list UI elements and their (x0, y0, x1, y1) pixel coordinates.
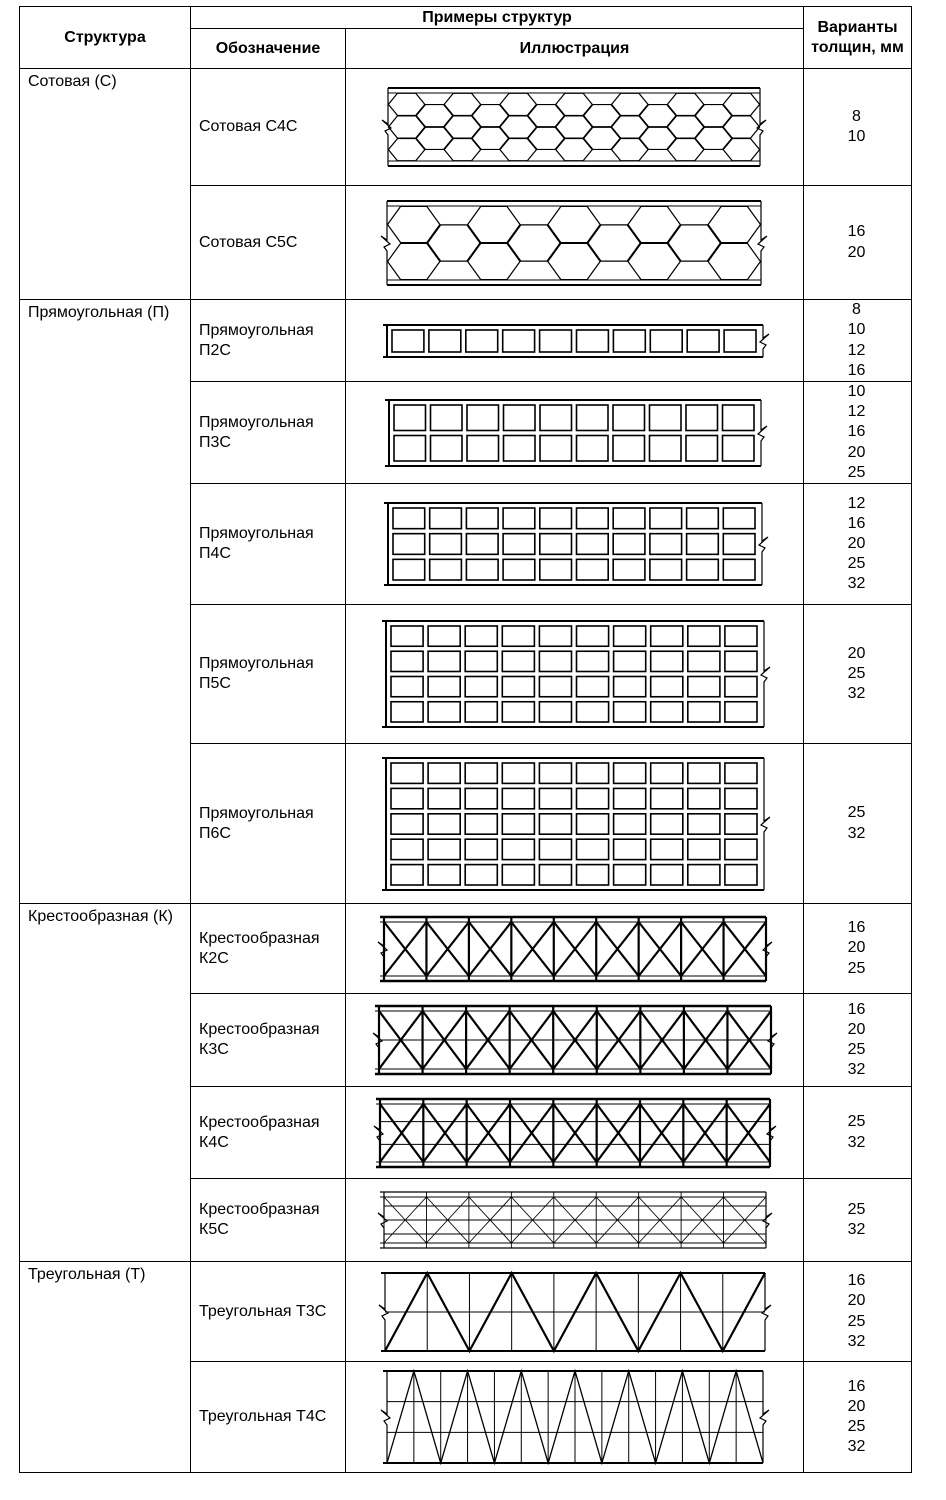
illustration-cell (346, 1362, 804, 1473)
structure-cell (686, 534, 718, 555)
structure-cell (576, 559, 608, 580)
structure-cell (392, 330, 424, 352)
structure-illustration (377, 1269, 773, 1355)
group-cross: Крестообразная (К) (20, 904, 191, 1262)
structure-cell (613, 626, 645, 646)
structure-cell (650, 813, 682, 833)
structure-line (374, 1099, 383, 1167)
structure-cell (650, 839, 682, 859)
structure-cell (540, 435, 572, 461)
designation-cell: Треугольная Т3С (191, 1262, 346, 1362)
header-designation: Обозначение (191, 29, 346, 69)
structure-line (379, 1273, 388, 1351)
group-rectangular: Прямоугольная (П) (20, 300, 191, 904)
group-honeycomb: Сотовая (С) (20, 69, 191, 300)
structure-cell (724, 839, 756, 859)
structure-cell (465, 864, 497, 884)
structure-line (378, 917, 387, 981)
structure-line (758, 201, 767, 285)
designation-cell: Сотовая С5С (191, 186, 346, 300)
structure-cell (687, 330, 719, 352)
structure-cell (724, 330, 756, 352)
structure-cell (613, 508, 645, 529)
structure-cell (539, 534, 571, 555)
structure-cell (724, 702, 756, 722)
structure-cell (650, 864, 682, 884)
illustration-cell (346, 1262, 804, 1362)
structure-cell (467, 405, 499, 431)
structure-cell (465, 626, 497, 646)
structure-illustration (381, 396, 769, 470)
structure-cell (503, 405, 535, 431)
structure-cell (650, 330, 682, 352)
designation-cell: Сотовая С4С (191, 69, 346, 186)
structure-cell (687, 677, 719, 697)
structure-cell (502, 788, 534, 808)
structure-cell (465, 839, 497, 859)
structure-cell (465, 813, 497, 833)
structure-cell (576, 534, 608, 555)
structure-line (757, 88, 766, 166)
illustration-cell (346, 69, 804, 186)
structure-cell (502, 677, 534, 697)
thickness-cell: 16 20 25 32 (804, 1262, 912, 1362)
thickness-cell: 10 12 16 20 25 (804, 382, 912, 484)
structure-cell (502, 702, 534, 722)
structure-cell (613, 839, 645, 859)
structure-cell (503, 508, 535, 529)
structure-cell (428, 813, 460, 833)
structure-illustration (378, 617, 772, 731)
structure-cell (576, 788, 608, 808)
structure-illustration (378, 754, 772, 894)
structure-cell (428, 626, 460, 646)
structure-cell (428, 839, 460, 859)
illustration-cell (346, 186, 804, 300)
thickness-cell: 12 16 20 25 32 (804, 484, 912, 605)
illustration-cell (346, 904, 804, 994)
structure-cell (539, 813, 571, 833)
structure-cell (724, 677, 756, 697)
structure-cell (686, 405, 718, 431)
structure-cell (466, 508, 498, 529)
structure-cell (428, 864, 460, 884)
structure-line (758, 400, 767, 466)
structure-cell (650, 702, 682, 722)
header-thickness: Варианты толщин, мм (804, 7, 912, 69)
structure-line (761, 621, 770, 727)
structure-cell (430, 435, 462, 461)
structure-cell (539, 788, 571, 808)
structure-cell (686, 508, 718, 529)
structure-cell (613, 813, 645, 833)
structure-cell (466, 559, 498, 580)
structure-cell (503, 559, 535, 580)
structure-cell (539, 677, 571, 697)
structure-cell (722, 435, 754, 461)
structure-cell (613, 702, 645, 722)
structure-cell (394, 405, 426, 431)
structure-cell (649, 508, 681, 529)
structure-cell (724, 763, 756, 783)
structure-illustration (379, 321, 771, 361)
structure-cell (539, 864, 571, 884)
structure-cell (613, 405, 645, 431)
structure-cell (650, 626, 682, 646)
structure-cell (465, 788, 497, 808)
structure-cell (687, 702, 719, 722)
structure-cell (724, 813, 756, 833)
structure-illustration (379, 197, 771, 289)
structure-cell (724, 626, 756, 646)
thickness-cell: 16 20 25 32 (804, 994, 912, 1087)
structure-cell (576, 330, 608, 352)
header-structure: Структура (20, 7, 191, 69)
structure-cell (391, 626, 423, 646)
designation-cell: Крестообразная К4С (191, 1087, 346, 1179)
structure-cell (650, 651, 682, 671)
structure-cell (576, 508, 608, 529)
structure-line (767, 1099, 776, 1167)
thickness-cell: 16 20 25 32 (804, 1362, 912, 1473)
structure-cell (391, 839, 423, 859)
thickness-cell: 25 32 (804, 1087, 912, 1179)
structure-cell (393, 559, 425, 580)
structure-cell (724, 651, 756, 671)
structure-cell (502, 626, 534, 646)
structure-cell (576, 763, 608, 783)
structure-cell (687, 813, 719, 833)
structure-line (763, 917, 772, 981)
structure-cell (465, 702, 497, 722)
structure-cell (576, 702, 608, 722)
structure-cell (650, 788, 682, 808)
structure-cell (724, 788, 756, 808)
structure-cell (576, 626, 608, 646)
structure-cell (539, 651, 571, 671)
structure-cell (428, 677, 460, 697)
structure-cell (686, 435, 718, 461)
structure-illustration (372, 1095, 778, 1171)
structure-cell (539, 559, 571, 580)
structure-line (382, 88, 391, 166)
structure-cell (391, 788, 423, 808)
structures-table (19, 6, 912, 1473)
structure-cell (391, 763, 423, 783)
structure-cell (649, 405, 681, 431)
structure-line (759, 503, 768, 585)
structure-cell (429, 534, 461, 555)
structure-cell (687, 839, 719, 859)
structure-illustration (380, 84, 770, 170)
structure-cell (428, 763, 460, 783)
illustration-cell (346, 484, 804, 605)
structure-cell (650, 763, 682, 783)
structure-cell (503, 534, 535, 555)
structure-cell (687, 864, 719, 884)
structure-cell (503, 435, 535, 461)
structure-cell (502, 839, 534, 859)
designation-cell: Треугольная Т4С (191, 1362, 346, 1473)
structure-cell (687, 626, 719, 646)
structure-cell (649, 559, 681, 580)
structure-line (762, 1273, 771, 1351)
structure-cell (502, 864, 534, 884)
structure-cell (576, 813, 608, 833)
illustration-cell (346, 1087, 804, 1179)
structure-cell (613, 763, 645, 783)
structure-cell (539, 763, 571, 783)
structure-cell (724, 864, 756, 884)
designation-cell: Крестообразная К2С (191, 904, 346, 994)
structure-line (381, 1371, 390, 1463)
thickness-cell: 16 20 25 (804, 904, 912, 994)
structure-illustration (380, 499, 770, 589)
group-triangular: Треугольная (Т) (20, 1262, 191, 1473)
structure-illustration (376, 913, 774, 985)
structure-cell (428, 702, 460, 722)
illustration-cell (346, 744, 804, 904)
structure-cell (393, 508, 425, 529)
structure-cell (391, 813, 423, 833)
illustration-cell (346, 1179, 804, 1262)
structure-cell (465, 330, 497, 352)
thickness-cell: 8 10 12 16 (804, 300, 912, 382)
structure-cell (613, 788, 645, 808)
structure-cell (576, 435, 608, 461)
structure-cell (465, 677, 497, 697)
structure-cell (539, 626, 571, 646)
structure-cell (429, 559, 461, 580)
header-examples: Примеры структур (191, 7, 804, 29)
designation-cell: Прямоугольная П2С (191, 300, 346, 382)
structure-cell (613, 677, 645, 697)
structure-cell (613, 559, 645, 580)
structure-cell (465, 651, 497, 671)
structure-cell (539, 330, 571, 352)
structure-line (381, 201, 390, 285)
structure-cell (540, 405, 572, 431)
structure-cell (430, 405, 462, 431)
structure-cell (391, 702, 423, 722)
structure-cell (502, 763, 534, 783)
structure-cell (576, 839, 608, 859)
structure-cell (539, 508, 571, 529)
structure-cell (723, 559, 755, 580)
structure-cell (686, 559, 718, 580)
structure-line (760, 325, 769, 357)
designation-cell: Прямоугольная П5С (191, 605, 346, 744)
thickness-cell: 20 25 32 (804, 605, 912, 744)
thickness-cell: 25 32 (804, 744, 912, 904)
illustration-cell (346, 605, 804, 744)
structure-cell (576, 651, 608, 671)
structure-cell (687, 788, 719, 808)
structure-cell (613, 864, 645, 884)
structure-line (760, 1371, 769, 1463)
structure-cell (467, 435, 499, 461)
header-illustration: Иллюстрация (346, 29, 804, 69)
structure-cell (687, 763, 719, 783)
designation-cell: Крестообразная К5С (191, 1179, 346, 1262)
structure-cell (649, 534, 681, 555)
structure-illustration (371, 1002, 779, 1078)
structure-cell (429, 508, 461, 529)
structure-illustration (379, 1367, 771, 1467)
structure-cell (687, 651, 719, 671)
illustration-cell (346, 382, 804, 484)
structure-cell (650, 677, 682, 697)
designation-cell: Прямоугольная П3С (191, 382, 346, 484)
structure-cell (428, 330, 460, 352)
thickness-cell: 25 32 (804, 1179, 912, 1262)
structure-cell (502, 330, 534, 352)
structure-cell (723, 534, 755, 555)
thickness-cell: 16 20 (804, 186, 912, 300)
structure-cell (649, 435, 681, 461)
structure-cell (428, 651, 460, 671)
structure-cell (391, 864, 423, 884)
structure-cell (391, 677, 423, 697)
structure-cell (722, 405, 754, 431)
structure-cell (576, 864, 608, 884)
structure-cell (428, 788, 460, 808)
structure-cell (394, 435, 426, 461)
structure-cell (466, 534, 498, 555)
illustration-cell (346, 300, 804, 382)
structure-cell (576, 677, 608, 697)
structure-cell (613, 330, 645, 352)
designation-cell: Крестообразная К3С (191, 994, 346, 1087)
structure-cell (613, 534, 645, 555)
thickness-cell: 8 10 (804, 69, 912, 186)
designation-cell: Прямоугольная П6С (191, 744, 346, 904)
structure-cell (613, 651, 645, 671)
structure-cell (539, 702, 571, 722)
structure-cell (539, 839, 571, 859)
structure-cell (393, 534, 425, 555)
structure-cell (391, 651, 423, 671)
structure-line (761, 758, 770, 890)
designation-cell: Прямоугольная П4С (191, 484, 346, 605)
illustration-cell (346, 994, 804, 1087)
structure-cell (723, 508, 755, 529)
structure-cell (502, 651, 534, 671)
structure-cell (613, 435, 645, 461)
structure-cell (576, 405, 608, 431)
structure-cell (502, 813, 534, 833)
structure-cell (465, 763, 497, 783)
structure-illustration (376, 1188, 774, 1252)
